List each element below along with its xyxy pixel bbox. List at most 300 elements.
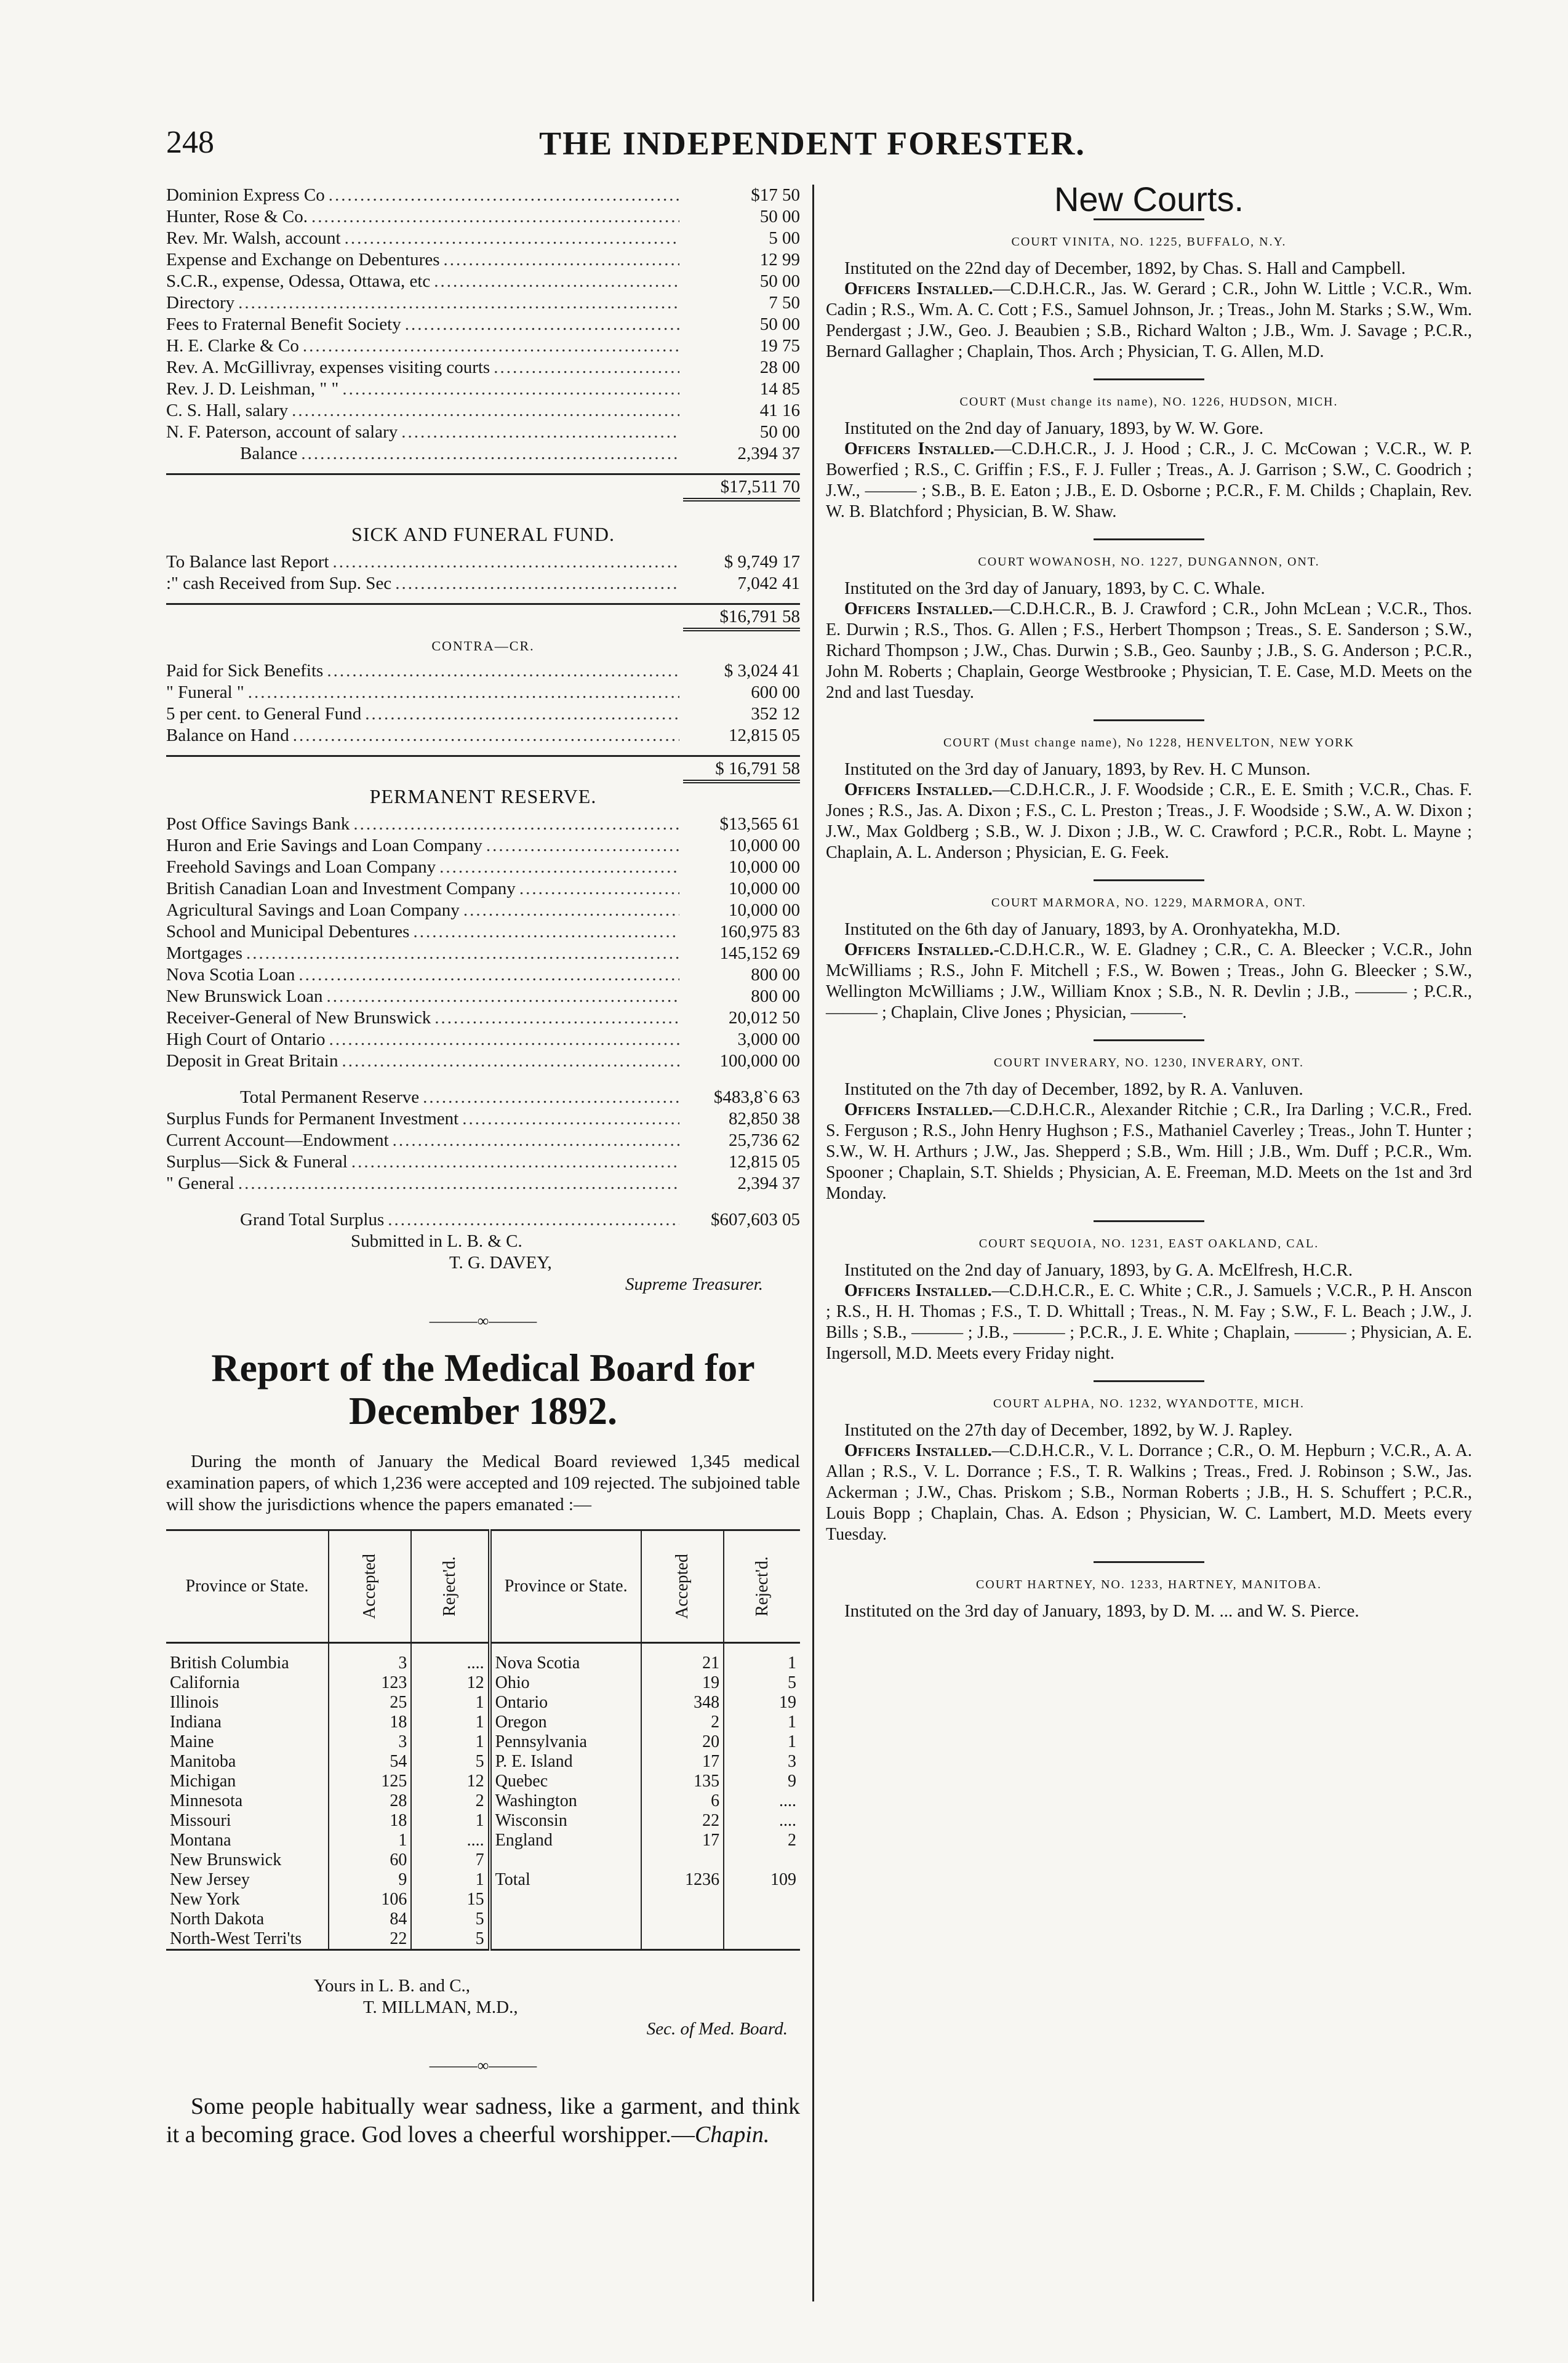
ledger-label: Directory: [166, 293, 235, 313]
general-fund-ledger: [166, 185, 800, 465]
accepted-cell: 18: [329, 1713, 411, 1732]
leader-dots: [405, 314, 679, 335]
ledger-row: [166, 271, 800, 292]
board-signer: T. MILLMAN, M.D.,: [363, 1997, 518, 2017]
court-officers: [826, 1281, 1472, 1364]
left-column: [166, 185, 800, 2149]
ledger-amount: 12,815 05: [729, 1152, 800, 1172]
ledger-amount: $ 3,024 41: [724, 661, 800, 681]
ledger-amount: 25,736 62: [729, 1130, 800, 1150]
province-cell: Indiana: [166, 1713, 329, 1732]
ledger-label: New Brunswick Loan: [166, 986, 323, 1006]
leader-dots: [342, 378, 679, 400]
province-cell: British Columbia: [166, 1643, 329, 1674]
ledger-amount: $483,8`6 63: [713, 1087, 800, 1107]
accepted-cell: 6: [641, 1791, 724, 1811]
court-instituted: Instituted on the 2nd day of January, 1893, by G. A. McElfresh, H.C.R.: [844, 1260, 1353, 1280]
ledger-label: " Funeral ": [166, 682, 244, 702]
medical-report-title: [166, 1346, 800, 1433]
ledger-row: [166, 1173, 800, 1194]
column-divider: [812, 185, 814, 2301]
province-cell: Missouri: [166, 1811, 329, 1831]
ledger-row: [166, 943, 800, 964]
rejected-cell: 5: [788, 1673, 796, 1692]
ledger-amount: 50 00: [759, 314, 800, 334]
province-cell: Wisconsin: [490, 1811, 641, 1831]
title-line-1: Report of the Medical Board for: [211, 1346, 755, 1389]
table-row: [166, 1929, 800, 1950]
rejected-cell: [724, 1890, 800, 1909]
leader-dots: [345, 228, 679, 249]
officers-label: Officers Installed.: [844, 1281, 992, 1300]
court-officers: [826, 1441, 1472, 1545]
ledger-label: :" cash Received from Sup. Sec: [166, 574, 392, 593]
province-cell: Ohio: [490, 1673, 641, 1693]
accepted-cell: 17: [641, 1752, 724, 1772]
table-row: [166, 1732, 800, 1752]
leader-dots: [311, 206, 679, 228]
province-cell: [490, 1850, 641, 1870]
accepted-cell: 123: [329, 1673, 411, 1693]
accepted-header: Accepted: [329, 1530, 411, 1643]
officers-list: -C.D.H.C.R., W. E. Gladney ; C.R., C. A. Bleecker ; V.C.R., John McWilliams ; R.S., John F. Mitchell ; F.S., W. Bowen ; Treas., John G. Bleecker ; S.W., Wellington McWilliams ; J.W., William Knox ; S.B., N. R. Devlin ; J.B., ——— ; P.C.R., ——— ; Chaplain, Clive Jones ; Physician, ———.: [826, 940, 1472, 1022]
sick-funeral-heading: SICK AND FUNERAL FUND.: [351, 523, 615, 545]
officers-label: Officers Installed.: [844, 439, 994, 458]
accepted-header: Accepted: [641, 1530, 724, 1643]
leader-dots: [333, 551, 679, 573]
journal-title: THE INDEPENDENT FORESTER.: [539, 125, 1086, 162]
province-cell: [490, 1909, 641, 1929]
ledger-label: " General: [166, 1174, 234, 1193]
accepted-cell: 1: [329, 1831, 411, 1850]
court-officers: [826, 599, 1472, 703]
province-cell: Quebec: [490, 1772, 641, 1791]
ledger-label: C. S. Hall, salary: [166, 401, 289, 420]
province-cell: Nova Scotia: [490, 1643, 641, 1674]
leader-dots: [486, 835, 679, 857]
ledger-row: [166, 835, 800, 857]
leader-dots: [327, 660, 679, 682]
ledger-label: High Court of Ontario: [166, 1030, 326, 1049]
ledger-row: [166, 185, 800, 206]
leader-dots: [444, 249, 679, 271]
ledger-amount: 800 00: [751, 965, 800, 985]
ledger-row: [166, 249, 800, 271]
ledger-label: Balance: [240, 444, 298, 463]
leader-dots: [353, 814, 679, 835]
grand-total-row: [166, 1209, 800, 1231]
court-heading: COURT HARTNEY, NO. 1233, HARTNEY, MANITOBA.: [975, 1578, 1322, 1591]
ledger-amount: 50 00: [759, 422, 800, 442]
rejected-cell: 15: [411, 1890, 489, 1909]
court-separator: [1094, 538, 1204, 540]
court-heading: COURT ALPHA, NO. 1232, WYANDOTTE, MICH.: [993, 1397, 1305, 1410]
table-row: [166, 1673, 800, 1693]
table-row: [166, 1850, 800, 1870]
ledger-amount: 10,000 00: [729, 900, 800, 920]
general-fund-total: [166, 473, 800, 502]
leader-dots: [342, 1050, 679, 1072]
ledger-amount: 19 75: [759, 336, 800, 356]
accepted-cell: [641, 1929, 724, 1950]
leader-dots: [329, 1029, 679, 1050]
province-cell: New Brunswick: [166, 1850, 329, 1870]
leader-dots: [293, 725, 679, 746]
leader-dots: [238, 292, 679, 314]
ledger-label: H. E. Clarke & Co: [166, 336, 299, 356]
table-row: [166, 1890, 800, 1909]
ledger-row: [166, 878, 800, 900]
ledger-amount: $ 9,749 17: [724, 552, 800, 572]
ledger-label: Post Office Savings Bank: [166, 814, 350, 834]
ledger-amount: 352 12: [751, 704, 800, 724]
running-head: [166, 124, 1458, 167]
court-instituted: Instituted on the 3rd day of January, 1893, by C. C. Whale.: [844, 578, 1265, 598]
leader-dots: [298, 964, 679, 986]
province-cell: New Jersey: [166, 1870, 329, 1890]
leader-dots: [494, 357, 679, 378]
province-header: Province or State.: [166, 1530, 329, 1643]
court-instituted: Instituted on the 2nd day of January, 1893, by W. W. Gore.: [844, 418, 1264, 438]
rejected-cell: 9: [788, 1772, 796, 1791]
closing-quote: [166, 2092, 800, 2149]
province-cell: England: [490, 1831, 641, 1850]
province-cell: P. E. Island: [490, 1752, 641, 1772]
board-signer-role: Sec. of Med. Board.: [646, 2019, 788, 2039]
officers-list: —C.D.H.C.R., Jas. W. Gerard ; C.R., John W. Little ; V.C.R., Wm. Cadin ; R.S., Wm. A. C. Cott ; F.S., Samuel Johnson, Jr. ; Treas., John M. Starks ; S.W., Wm. Pendergast ; J.W., Geo. J. Beaubien ; S.B., Richard Walton ; J.B., Wm. J. Savage ; P.C.R., Bernard Gallagher ; Chaplain, Thos. Arch ; Physician, T. G. Allen, M.D.: [826, 279, 1472, 361]
contra-label: CONTRA—CR.: [431, 638, 535, 654]
court-officers: [826, 780, 1472, 863]
rejected-cell: 5: [411, 1929, 489, 1950]
court-officers: [826, 439, 1472, 522]
court-heading: COURT VINITA, NO. 1225, BUFFALO, N.Y.: [1011, 235, 1287, 249]
officers-label: Officers Installed.: [844, 780, 993, 799]
accepted-cell: [641, 1909, 724, 1929]
province-cell: Minnesota: [166, 1791, 329, 1811]
accepted-cell: 106: [329, 1890, 411, 1909]
ledger-label: Surplus Funds for Permanent Investment: [166, 1109, 459, 1129]
accepted-cell: 20: [641, 1732, 724, 1752]
officers-list: —C.D.H.C.R., B. J. Crawford ; C.R., John McLean ; V.C.R., Thos. E. Durwin ; R.S., Thos. G. Allen ; F.S., Herbert Thompson ; Treas., S. E. Sanderson ; S.W., Richard Thompson ; J.W., Chas. Durwin ; S.B., Geo. Saunby ; J.B., S. G. Anderson ; P.C.R., John M. Roberts ; Chaplain, George Westbrooke ; Physician, T. E. Case, M.D. Meets on the 2nd and last Tuesday.: [826, 599, 1472, 702]
table-row: [166, 1713, 800, 1732]
ledger-row: [166, 1108, 800, 1130]
officers-label: Officers Installed.: [844, 1100, 993, 1119]
ledger-amount: 50 00: [759, 271, 800, 291]
officers-list: —C.D.H.C.R., Alexander Ritchie ; C.R., Ira Darling ; V.C.R., Fred. S. Ferguson ; R.S., John Henry Hughson ; F.S., Mathaniel Caverley ; Treas., John T. Hunter ; S.W., W. H. Arthurs ; J.W., Jas. Shepperd ; S.B., Wm. Hill ; J.B., Wm. Duff ; P.C.R., Wm. Spooner ; Chaplain, S.T. Shields ; Physician, A. E. Freeman, M.D. Meets on the 1st and 3rd Monday.: [826, 1100, 1473, 1203]
ledger-row: [166, 573, 800, 594]
ledger-row: [166, 422, 800, 443]
quote-text: Some people habitually wear sadness, like a garment, and think it a becoming grace. God loves a cheerful worshipper.—: [166, 2093, 800, 2148]
ledger-row: [166, 378, 800, 400]
ledger-row: [166, 206, 800, 228]
officers-list: —C.D.H.C.R., J. J. Hood ; C.R., J. C. McCowan ; V.C.R., W. P. Bowerfied ; R.S., C. Griffin ; F.S., F. J. Fuller ; Treas., A. J. Garrison ; S.W., C. Goodrich ; J.W., ——— ; S.B., B. E. Eaton ; J.B., E. D. Osborne ; P.C.R., F. M. Childs ; Chaplain, Rev. W. B. Blatchford ; Physician, B. W. Shaw.: [826, 439, 1472, 521]
ledger-row: [166, 357, 800, 378]
ledger-label: Mortgages: [166, 943, 243, 963]
rejected-cell: ....: [411, 1643, 489, 1674]
leader-dots: [248, 682, 679, 703]
accepted-cell: 28: [329, 1791, 411, 1811]
leader-dots: [327, 986, 679, 1007]
ledger-label: Agricultural Savings and Loan Company: [166, 900, 460, 920]
accepted-cell: 2: [641, 1713, 724, 1732]
ledger-row: [166, 1050, 800, 1072]
ledger-row: [166, 857, 800, 878]
permanent-reserve-summary: [166, 1087, 800, 1194]
officers-label: Officers Installed.: [844, 1441, 992, 1460]
province-cell: Ontario: [490, 1693, 641, 1713]
ledger-label: Fees to Fraternal Benefit Society: [166, 314, 401, 334]
total-amount: $16,791 58: [683, 606, 800, 631]
rejected-cell: ....: [779, 1811, 796, 1830]
court-instituted: Instituted on the 3rd day of January, 1893, by D. M. ... and W. S. Pierce.: [844, 1601, 1359, 1621]
ledger-amount: 41 16: [759, 401, 800, 420]
accepted-cell: 84: [329, 1909, 411, 1929]
province-cell: California: [166, 1673, 329, 1693]
court-separator: [1094, 378, 1204, 380]
ledger-amount: 20,012 50: [729, 1008, 800, 1028]
province-cell: Manitoba: [166, 1752, 329, 1772]
ledger-amount: 145,152 69: [719, 943, 800, 963]
rejected-header: Reject'd.: [411, 1530, 489, 1643]
table-header-row: [166, 1530, 800, 1643]
court-officers: [826, 279, 1472, 362]
court-instituted: Instituted on the 7th day of December, 1892, by R. A. Vanluven.: [844, 1079, 1303, 1099]
court-officers: [826, 1100, 1472, 1204]
rejected-cell: [724, 1850, 800, 1870]
court-separator: [1094, 1220, 1204, 1222]
ledger-label: N. F. Paterson, account of salary: [166, 422, 398, 442]
ledger-row: [166, 1007, 800, 1029]
ledger-row: [166, 551, 800, 573]
sick-funeral-credits: [166, 660, 800, 746]
medical-report-intro: During the month of January the Medical Board reviewed 1,345 medical examination papers, of which 1,236 were accepted and 109 rejected. The subjoined table will show the jurisdictions whence the papers emanated :—: [166, 1452, 800, 1514]
accepted-cell: 60: [329, 1850, 411, 1870]
rejected-cell: 1: [411, 1693, 489, 1713]
total-amount: $17,511 70: [683, 476, 800, 502]
rejected-cell: 1: [788, 1713, 796, 1732]
ledger-label: Huron and Erie Savings and Loan Company: [166, 836, 482, 855]
rejected-cell: 3: [788, 1752, 796, 1771]
rejected-cell: 7: [411, 1850, 489, 1870]
grand-total-amount: $607,603 05: [711, 1210, 800, 1229]
sick-funeral-debits: [166, 551, 800, 594]
leader-dots: [413, 921, 679, 943]
court-separator: [1094, 719, 1204, 721]
page-number: 248: [166, 125, 214, 160]
ledger-row: [166, 900, 800, 921]
accepted-cell: 22: [641, 1811, 724, 1831]
ledger-amount: 12 99: [759, 250, 800, 270]
ledger-amount: 7 50: [769, 293, 800, 313]
ledger-row: [166, 964, 800, 986]
right-column: [826, 180, 1473, 1621]
rejected-header: Reject'd.: [724, 1530, 800, 1643]
leader-dots: [301, 443, 679, 465]
table-row: [166, 1909, 800, 1929]
ornament-divider: ———∞———: [429, 1312, 537, 1330]
ledger-label: Dominion Express Co: [166, 185, 325, 205]
officers-list: —C.D.H.C.R., E. C. White ; C.R., J. Samuels ; V.C.R., P. H. Anscon ; R.S., H. H. Thomas ; F.S., T. D. Whittall ; Treas., N. M. Fay ; S.W., F. L. Beach ; J.W., J. Bills ; S.B., ——— ; J.B., ——— ; P.C.R., J. E. White ; Chaplain, ——— ; Physician, A. E. Ingersoll, M.D. Meets every Friday night.: [826, 1281, 1472, 1363]
ledger-row: [166, 1029, 800, 1050]
officers-label: Officers Installed.: [844, 599, 993, 618]
rejected-cell: 1: [411, 1811, 489, 1831]
ledger-row: [166, 400, 800, 422]
ledger-label: Expense and Exchange on Debentures: [166, 250, 440, 270]
rejected-cell: 1: [411, 1870, 489, 1890]
court-separator: [1094, 1561, 1204, 1563]
ledger-amount: 82,850 38: [729, 1109, 800, 1129]
table-row: [166, 1811, 800, 1831]
treasurer-role: Supreme Treasurer.: [625, 1274, 763, 1294]
court-heading: COURT MARMORA, NO. 1229, MARMORA, ONT.: [991, 896, 1306, 910]
ledger-label: Rev. Mr. Walsh, account: [166, 228, 341, 248]
ledger-amount: 5 00: [769, 228, 800, 248]
leader-dots: [351, 1151, 679, 1173]
ledger-amount: 10,000 00: [729, 879, 800, 898]
province-cell: Montana: [166, 1831, 329, 1850]
province-cell: Total: [490, 1870, 641, 1890]
province-cell: Oregon: [490, 1713, 641, 1732]
accepted-cell: 18: [329, 1811, 411, 1831]
ledger-row: [166, 443, 800, 465]
grand-total-label: Grand Total Surplus: [240, 1210, 385, 1229]
court-separator: [1094, 218, 1204, 220]
ledger-row: [166, 660, 800, 682]
ledger-row: [166, 1130, 800, 1151]
leader-dots: [519, 878, 679, 900]
ledger-row: [166, 335, 800, 357]
table-row: [166, 1791, 800, 1811]
court-instituted: Instituted on the 27th day of December, 1892, by W. J. Rapley.: [844, 1420, 1293, 1440]
ledger-amount: 2,394 37: [737, 444, 800, 463]
ledger-amount: 10,000 00: [729, 836, 800, 855]
court-heading: COURT SEQUOIA, NO. 1231, EAST OAKLAND, CAL.: [978, 1237, 1319, 1250]
ledger-label: To Balance last Report: [166, 552, 329, 572]
leader-dots: [434, 271, 679, 292]
province-cell: Pennsylvania: [490, 1732, 641, 1752]
ledger-amount: 800 00: [751, 986, 800, 1006]
ledger-amount: 50 00: [759, 207, 800, 226]
ledger-label: Freehold Savings and Loan Company: [166, 857, 436, 877]
court-heading: COURT (Must change name), No 1228, HENVELTON, NEW YORK: [943, 736, 1355, 750]
leader-dots: [439, 857, 679, 878]
rejected-cell: 19: [779, 1693, 796, 1712]
province-header: Province or State.: [490, 1530, 641, 1643]
province-cell: [490, 1929, 641, 1950]
accepted-cell: 3: [329, 1732, 411, 1752]
leader-dots: [463, 900, 679, 921]
court-instituted: Instituted on the 3rd day of January, 1893, by Rev. H. C Munson.: [844, 759, 1311, 779]
ledger-label: Receiver-General of New Brunswick: [166, 1008, 431, 1028]
ledger-label: British Canadian Loan and Investment Company: [166, 879, 516, 898]
court-heading: COURT (Must change its name), NO. 1226, HUDSON, MICH.: [959, 395, 1338, 409]
accepted-cell: [641, 1890, 724, 1909]
leader-dots: [303, 335, 679, 357]
ledger-amount: 2,394 37: [737, 1174, 800, 1193]
rejected-cell: 1: [788, 1732, 796, 1751]
ledger-label: School and Municipal Debentures: [166, 922, 410, 942]
rejected-cell: ....: [779, 1791, 796, 1810]
ledger-label: Rev. A. McGillivray, expenses visiting courts: [166, 358, 490, 377]
court-separator: [1094, 1039, 1204, 1041]
province-cell: North Dakota: [166, 1909, 329, 1929]
ledger-label: 5 per cent. to General Fund: [166, 704, 362, 724]
table-row: [166, 1643, 800, 1674]
rejected-cell: 1: [411, 1732, 489, 1752]
rejected-cell: 109: [770, 1870, 796, 1889]
ledger-amount: $13,565 61: [719, 814, 800, 834]
treasurer-name: T. G. DAVEY,: [449, 1253, 552, 1273]
ledger-row: [166, 725, 800, 746]
accepted-cell: 22: [329, 1929, 411, 1950]
province-cell: North-West Terri'ts: [166, 1929, 329, 1950]
accepted-cell: 3: [329, 1643, 411, 1674]
ledger-amount: 600 00: [751, 682, 800, 702]
leader-dots: [238, 1173, 679, 1194]
accepted-cell: 21: [641, 1643, 724, 1674]
leader-dots: [401, 422, 679, 443]
leader-dots: [329, 185, 679, 206]
total-amount: $ 16,791 58: [683, 758, 800, 783]
court-separator: [1094, 879, 1204, 881]
ledger-amount: 3,000 00: [737, 1030, 800, 1049]
ledger-row: [166, 986, 800, 1007]
table-row: [166, 1772, 800, 1791]
rejected-cell: 12: [411, 1772, 489, 1791]
accepted-cell: 17: [641, 1831, 724, 1850]
permanent-reserve-heading: PERMANENT RESERVE.: [369, 785, 597, 807]
ledger-row: [166, 1087, 800, 1108]
officers-list: —C.D.H.C.R., V. L. Dorrance ; C.R., O. M. Hepburn ; V.C.R., A. A. Allan ; R.S., V. L. Dorrance ; F.S., T. R. Walkins ; Treas., Fred. J. Robinson ; S.W., Jas. Ackerman ; J.W., Chas. Priskom ; S.B., Norman Roberts ; J.B., H. S. Schuffert ; P.C.R., Louis Bopp ; Chaplain, Chas. A. Edson ; Physician, W. C. Lambert, M.D. Meets every Tuesday.: [826, 1441, 1473, 1544]
accepted-cell: 348: [641, 1693, 724, 1713]
title-line-2: December 1892.: [349, 1389, 617, 1433]
ledger-row: [166, 814, 800, 835]
jurisdiction-table: [166, 1529, 800, 1951]
accepted-cell: 135: [641, 1772, 724, 1791]
ledger-label: Surplus—Sick & Funeral: [166, 1152, 348, 1172]
rejected-cell: 12: [411, 1673, 489, 1693]
ledger-row: [166, 292, 800, 314]
leader-dots: [292, 400, 679, 422]
ledger-amount: 28 00: [759, 358, 800, 377]
ornament-divider: ———∞———: [429, 2057, 537, 2074]
officers-label: Officers Installed.: [844, 279, 993, 298]
accepted-cell: 125: [329, 1772, 411, 1791]
province-cell: [490, 1890, 641, 1909]
table-row: [166, 1752, 800, 1772]
ledger-amount: $17 50: [751, 185, 800, 205]
ledger-amount: 12,815 05: [729, 726, 800, 745]
ledger-label: Paid for Sick Benefits: [166, 661, 324, 681]
accepted-cell: 19: [641, 1673, 724, 1693]
permanent-reserve-ledger: [166, 814, 800, 1072]
ledger-row: [166, 682, 800, 703]
province-cell: Washington: [490, 1791, 641, 1811]
court-heading: COURT INVERARY, NO. 1230, INVERARY, ONT.: [993, 1056, 1305, 1070]
leader-dots: [434, 1007, 679, 1029]
board-signoff: Yours in L. B. and C.,: [314, 1976, 471, 1996]
table-row: [166, 1831, 800, 1850]
ledger-label: Current Account—Endowment: [166, 1130, 389, 1150]
table-row: [166, 1693, 800, 1713]
court-officers: [826, 940, 1472, 1023]
accepted-cell: 9: [329, 1870, 411, 1890]
ledger-row: [166, 314, 800, 335]
accepted-cell: [641, 1850, 724, 1870]
ledger-amount: 14 85: [759, 379, 800, 399]
court-instituted: Instituted on the 6th day of January, 1893, by A. Oronhyatekha, M.D.: [844, 919, 1340, 939]
rejected-cell: [724, 1929, 800, 1950]
